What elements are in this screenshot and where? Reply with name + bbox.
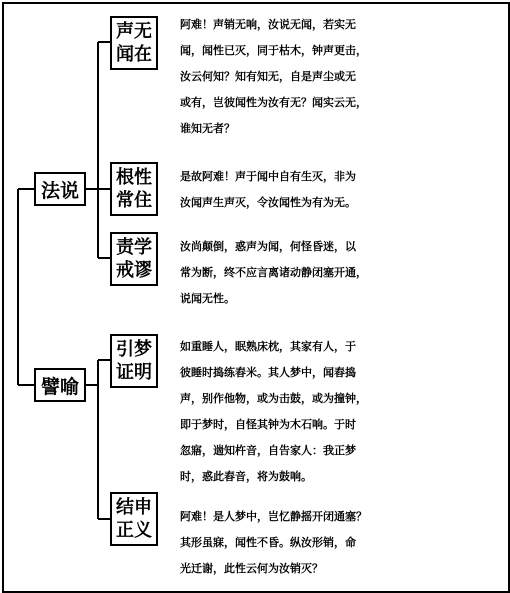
text-line: 阿难！是人梦中，岂忆静摇开闭通塞？ <box>180 510 367 523</box>
sub-title-line: 引梦 <box>116 339 152 360</box>
text-line: 光迁谢，此性云何为汝销灭？ <box>180 562 323 575</box>
text-line: 其形虽寐，闻性不昏。纵汝形销，命 <box>180 536 356 549</box>
sub-title-line: 常住 <box>116 190 152 211</box>
text-line: 汝尚颠倒，惑声为闻，何怪昏迷，以 <box>180 240 356 253</box>
sub-title-line: 结申 <box>116 497 152 518</box>
text-line: 如重睡人，眠熟床枕，其家有人，于 <box>180 340 356 353</box>
text-line: 闻，闻性已灭，同于枯木，钟声更击， <box>180 44 367 57</box>
sub-title-line: 证明 <box>116 362 152 383</box>
text-line: 或有，岂彼闻性为汝有无？闻实云无， <box>180 96 367 109</box>
sub-box-1 <box>110 16 158 70</box>
section-text-1 <box>180 12 510 142</box>
root-label: 法说 <box>40 179 79 202</box>
sub-title-line: 责学 <box>116 237 152 258</box>
root-label: 譬喻 <box>40 375 79 398</box>
root-box-fashuo <box>34 172 86 206</box>
text-line: 彼睡时捣练舂米。其人梦中，闻舂捣 <box>180 366 356 379</box>
sub-title-line: 根性 <box>116 167 152 188</box>
text-line: 汝闻声生声灭，令汝闻性为有为无。 <box>180 196 356 209</box>
text-line: 阿难！声销无响，汝说无闻，若实无 <box>180 18 356 31</box>
text-line: 即于梦时，自怪其钟为木石响。于时 <box>180 418 356 431</box>
text-line: 忽寤，遄知杵音，自告家人：我正梦 <box>180 444 356 457</box>
sub-box-4 <box>110 334 158 388</box>
sub-title-line: 戒谬 <box>116 260 152 281</box>
text-line: 谁知无者？ <box>180 122 235 135</box>
sub-box-2 <box>110 162 158 216</box>
section-text-4 <box>180 334 510 490</box>
text-line: 时，惑此舂音，将为鼓响。 <box>180 470 312 483</box>
text-line: 说闻无性。 <box>180 292 235 305</box>
section-text-3 <box>180 234 510 312</box>
section-text-2 <box>180 164 510 216</box>
text-line: 是故阿难！声于闻中自有生灭，非为 <box>180 170 356 183</box>
root-box-piyu <box>34 368 86 402</box>
sub-title-line: 闻在 <box>116 44 152 65</box>
sub-box-3 <box>110 232 158 286</box>
sub-title-line: 声无 <box>116 21 152 42</box>
diagram-frame <box>2 2 510 593</box>
text-line: 声，别作他物，或为击鼓，或为撞钟， <box>180 392 367 405</box>
section-text-5 <box>180 504 510 582</box>
text-line: 常为断，终不应言离诸动静闭塞开通， <box>180 266 367 279</box>
sub-box-5 <box>110 492 158 546</box>
text-line: 汝云何知？知有知无，自是声尘或无 <box>180 70 356 83</box>
sub-title-line: 正义 <box>116 520 152 541</box>
